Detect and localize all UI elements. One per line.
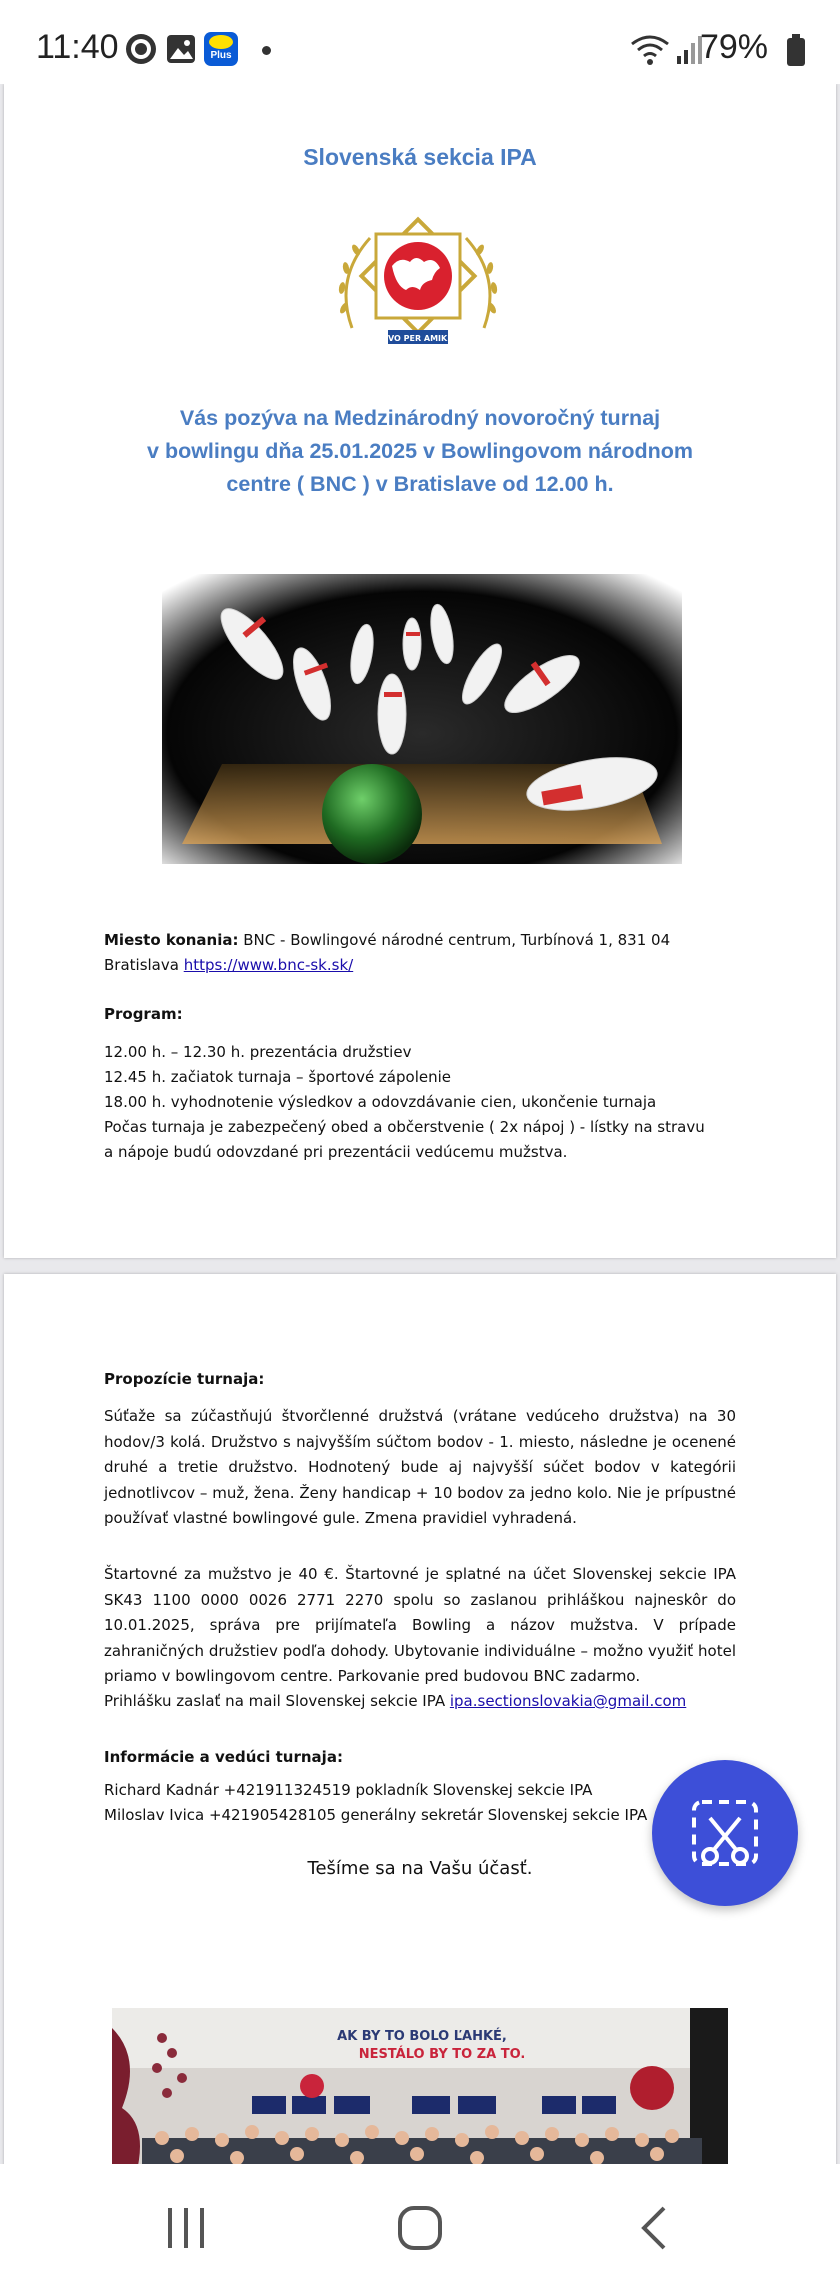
battery-percent: 79% bbox=[699, 28, 768, 66]
team-photo bbox=[112, 2008, 728, 2164]
signup-email-link[interactable]: ipa.sectionslovakia@gmail.com bbox=[449, 1692, 687, 1710]
gallery-icon bbox=[166, 34, 196, 64]
back-icon[interactable] bbox=[638, 2204, 670, 2252]
contact-line: Richard Kadnár +421911324519 pokladník Slovenskej sekcie IPA bbox=[104, 1781, 593, 1799]
program-line: Počas turnaja je zabezpečený obed a občerstvenie ( 2x nápoj ) - lístky na stravu bbox=[104, 1118, 705, 1136]
navigation-bar bbox=[0, 2164, 840, 2289]
record-icon bbox=[124, 32, 158, 66]
photo-banner-line2: NESTÁLO BY TO ZA TO. bbox=[358, 2047, 526, 2062]
venue-address: BNC - Bowlingové národné centrum, Turbínová 1, 831 04 bbox=[238, 931, 671, 949]
program-line: a nápoje budú odovzdané pri prezentácii vedúcemu mužstva. bbox=[104, 1143, 568, 1161]
home-icon[interactable] bbox=[396, 2204, 444, 2252]
scissors-select-icon bbox=[652, 1760, 798, 1906]
signup-line bbox=[104, 1692, 736, 1710]
invite-line: Vás pozýva na Medzinárodný novoročný turnaj bbox=[179, 406, 661, 430]
team-photo-image bbox=[112, 2008, 728, 2164]
document-page-2 bbox=[4, 1274, 836, 2164]
contacts-list bbox=[104, 1778, 736, 1828]
dot-icon bbox=[262, 46, 271, 55]
document-page-1 bbox=[4, 84, 836, 1258]
logo-motto: SERVO PER AMIKECO bbox=[370, 334, 466, 343]
program-list bbox=[104, 1040, 736, 1165]
photo-banner-line1: AK BY TO BOLO ĽAHKÉ, bbox=[337, 2029, 507, 2044]
fee-text: Štartovné za mužstvo je 40 €. Štartovné je splatné na účet Slovenskej sekcie IPA SK43 1100 0000 0026 2771 2270 spolu so zaslanou prihláškou najneskôr do 10.01.2025, správa pre prijímateľa Bowling a názov mužstva. V prípade zahraničných družstiev podľa dohody. Ubytovanie individuálne – možno využiť hotel priamo v bowlingovom centre. Parkovanie pred budovou BNC zadarmo. bbox=[104, 1565, 736, 1685]
rules-label: Propozície turnaja: bbox=[104, 1370, 265, 1388]
program-label: Program: bbox=[104, 1005, 183, 1023]
wifi-icon bbox=[630, 34, 670, 66]
invite-line: centre ( BNC ) v Bratislave od 12.00 h. bbox=[226, 472, 614, 496]
lidl-plus-icon bbox=[204, 32, 238, 66]
venue-city: Bratislava bbox=[104, 956, 184, 974]
invitation-text bbox=[64, 402, 776, 501]
venue-section bbox=[104, 928, 736, 978]
screenshot-capture-button[interactable] bbox=[652, 1760, 798, 1906]
battery-icon bbox=[786, 34, 806, 66]
page-title: Slovenská sekcia IPA bbox=[303, 144, 537, 170]
status-bar bbox=[0, 0, 840, 84]
lidl-badge-text: Plus bbox=[210, 50, 232, 61]
recent-apps-icon[interactable] bbox=[164, 2206, 208, 2250]
program-line: 18.00 h. vyhodnotenie výsledkov a odovzdávanie cien, ukončenie turnaja bbox=[104, 1093, 657, 1111]
signup-text: Prihlášku zaslať na mail Slovenskej sekcie IPA bbox=[104, 1692, 450, 1710]
program-line: 12.00 h. – 12.30 h. prezentácia družstiev bbox=[104, 1043, 412, 1061]
bowling-strike-image bbox=[162, 574, 682, 864]
document-viewer[interactable] bbox=[0, 84, 840, 2164]
rules-text: Súťaže sa zúčastňujú štvorčlenné družstvá (vrátane vedúceho družstva) na 30 hodov/3 kolá. Družstvo s najvyšším súčtom bodov - 1. miesto, následne je ocenené druhé a tretie družstvo. Hodnotený bude aj najvyšší súčet bodov v kategórii jednotlivcov – muž, žena. Ženy handicap + 10 bodov za jedno kolo. Nie je prípustné používať vlastné bowlingové gule. Zmena pravidiel vyhradená. bbox=[104, 1407, 736, 1527]
status-time: 11:40 bbox=[36, 28, 119, 66]
invite-line: v bowlingu dňa 25.01.2025 v Bowlingovom národnom bbox=[147, 439, 693, 463]
venue-website-link[interactable]: https://www.bnc-sk.sk/ bbox=[183, 956, 354, 974]
venue-label: Miesto konania: bbox=[104, 931, 239, 949]
program-line: 12.45 h. začiatok turnaja – športové zápolenie bbox=[104, 1068, 451, 1086]
ipa-logo bbox=[330, 208, 506, 368]
contacts-label: Informácie a vedúci turnaja: bbox=[104, 1748, 343, 1766]
contact-line: Miloslav Ivica +421905428105 generálny sekretár Slovenskej sekcie IPA bbox=[104, 1806, 648, 1824]
closing-text: Tešíme sa na Vašu účasť. bbox=[307, 1858, 533, 1879]
